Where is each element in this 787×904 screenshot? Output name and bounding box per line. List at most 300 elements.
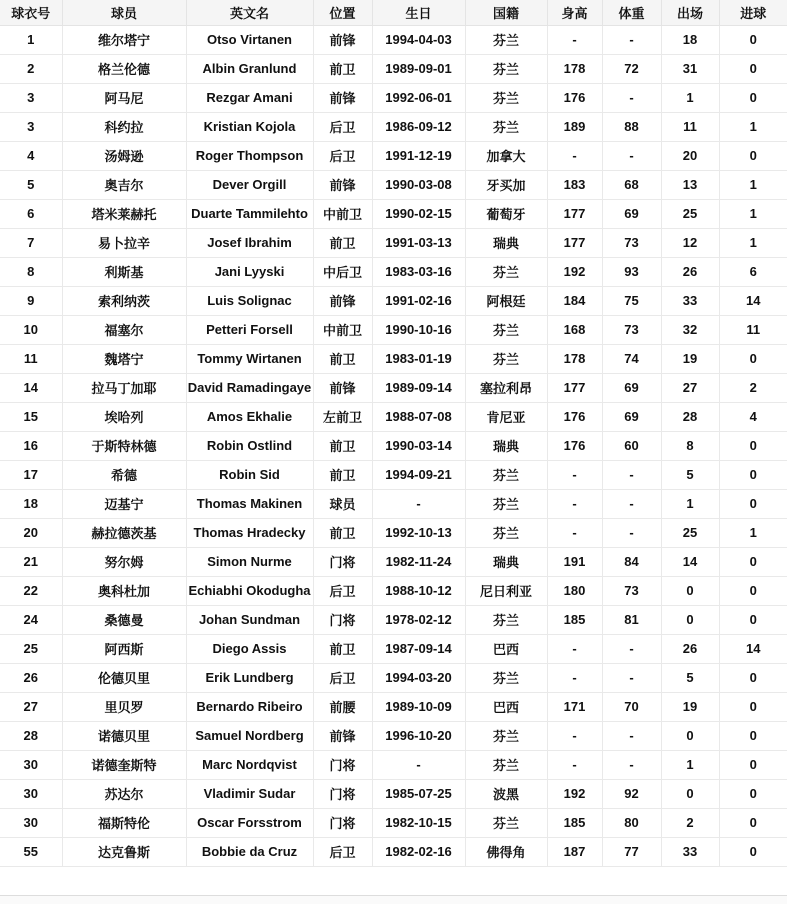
cell-player-name-en: Johan Sundman bbox=[186, 605, 313, 634]
cell-jersey-number: 20 bbox=[0, 518, 62, 547]
cell-nationality: 芬兰 bbox=[465, 25, 547, 54]
table-row bbox=[0, 750, 787, 779]
cell-position: 后卫 bbox=[313, 663, 372, 692]
cell-height: 168 bbox=[547, 315, 602, 344]
column-header-player-name-cn: 球员 bbox=[62, 0, 186, 25]
cell-player-name-cn: 诺德贝里 bbox=[62, 721, 186, 750]
cell-appearances: 33 bbox=[661, 837, 719, 866]
cell-nationality: 佛得角 bbox=[465, 837, 547, 866]
cell-weight: 73 bbox=[602, 228, 661, 257]
cell-nationality: 芬兰 bbox=[465, 315, 547, 344]
cell-birthday: 1989-09-01 bbox=[372, 54, 465, 83]
cell-goals: 0 bbox=[719, 54, 787, 83]
cell-birthday: 1983-03-16 bbox=[372, 257, 465, 286]
cell-height: 178 bbox=[547, 54, 602, 83]
cell-position: 门将 bbox=[313, 808, 372, 837]
table-row bbox=[0, 141, 787, 170]
cell-jersey-number: 6 bbox=[0, 199, 62, 228]
cell-player-name-cn: 阿西斯 bbox=[62, 634, 186, 663]
cell-weight: 92 bbox=[602, 779, 661, 808]
cell-height: 176 bbox=[547, 83, 602, 112]
column-header-height: 身高 bbox=[547, 0, 602, 25]
cell-birthday: 1990-02-15 bbox=[372, 199, 465, 228]
cell-jersey-number: 9 bbox=[0, 286, 62, 315]
cell-height: 176 bbox=[547, 402, 602, 431]
column-header-player-name-en: 英文名 bbox=[186, 0, 313, 25]
cell-goals: 0 bbox=[719, 83, 787, 112]
cell-player-name-cn: 塔米莱赫托 bbox=[62, 199, 186, 228]
cell-appearances: 31 bbox=[661, 54, 719, 83]
cell-appearances: 19 bbox=[661, 344, 719, 373]
cell-nationality: 牙买加 bbox=[465, 170, 547, 199]
cell-player-name-en: Erik Lundberg bbox=[186, 663, 313, 692]
cell-player-name-cn: 于斯特林德 bbox=[62, 431, 186, 460]
cell-player-name-en: Petteri Forsell bbox=[186, 315, 313, 344]
cell-weight: - bbox=[602, 25, 661, 54]
cell-player-name-en: Otso Virtanen bbox=[186, 25, 313, 54]
cell-jersey-number: 22 bbox=[0, 576, 62, 605]
cell-appearances: 26 bbox=[661, 257, 719, 286]
cell-goals: 0 bbox=[719, 25, 787, 54]
table-row bbox=[0, 315, 787, 344]
cell-birthday: 1991-02-16 bbox=[372, 286, 465, 315]
table-row bbox=[0, 547, 787, 576]
cell-appearances: 28 bbox=[661, 402, 719, 431]
cell-player-name-en: Josef Ibrahim bbox=[186, 228, 313, 257]
cell-birthday: 1986-09-12 bbox=[372, 112, 465, 141]
cell-height: - bbox=[547, 634, 602, 663]
cell-goals: 2 bbox=[719, 373, 787, 402]
bottom-strip bbox=[0, 896, 787, 904]
header-row bbox=[0, 0, 787, 25]
cell-jersey-number: 18 bbox=[0, 489, 62, 518]
cell-height: 177 bbox=[547, 199, 602, 228]
table-row bbox=[0, 199, 787, 228]
cell-goals: 0 bbox=[719, 605, 787, 634]
cell-weight: 74 bbox=[602, 344, 661, 373]
cell-appearances: 5 bbox=[661, 663, 719, 692]
cell-birthday: 1996-10-20 bbox=[372, 721, 465, 750]
cell-player-name-en: Jani Lyyski bbox=[186, 257, 313, 286]
cell-nationality: 芬兰 bbox=[465, 663, 547, 692]
cell-player-name-cn: 奥吉尔 bbox=[62, 170, 186, 199]
cell-goals: 6 bbox=[719, 257, 787, 286]
cell-birthday: 1983-01-19 bbox=[372, 344, 465, 373]
cell-player-name-en: Kristian Kojola bbox=[186, 112, 313, 141]
cell-player-name-cn: 伦德贝里 bbox=[62, 663, 186, 692]
cell-player-name-en: Tommy Wirtanen bbox=[186, 344, 313, 373]
table-row bbox=[0, 228, 787, 257]
cell-position: 前锋 bbox=[313, 25, 372, 54]
cell-birthday: 1992-06-01 bbox=[372, 83, 465, 112]
cell-height: 184 bbox=[547, 286, 602, 315]
cell-player-name-cn: 埃哈列 bbox=[62, 402, 186, 431]
cell-weight: - bbox=[602, 83, 661, 112]
cell-appearances: 26 bbox=[661, 634, 719, 663]
cell-position: 前卫 bbox=[313, 518, 372, 547]
cell-goals: 1 bbox=[719, 112, 787, 141]
table-row bbox=[0, 489, 787, 518]
cell-birthday: 1991-12-19 bbox=[372, 141, 465, 170]
cell-goals: 0 bbox=[719, 750, 787, 779]
table-row bbox=[0, 431, 787, 460]
cell-weight: - bbox=[602, 663, 661, 692]
cell-birthday: 1994-04-03 bbox=[372, 25, 465, 54]
column-header-position: 位置 bbox=[313, 0, 372, 25]
cell-jersey-number: 15 bbox=[0, 402, 62, 431]
cell-height: 183 bbox=[547, 170, 602, 199]
cell-jersey-number: 14 bbox=[0, 373, 62, 402]
cell-player-name-cn: 福塞尔 bbox=[62, 315, 186, 344]
cell-weight: 81 bbox=[602, 605, 661, 634]
cell-birthday: 1989-10-09 bbox=[372, 692, 465, 721]
cell-birthday: 1991-03-13 bbox=[372, 228, 465, 257]
cell-player-name-en: Thomas Hradecky bbox=[186, 518, 313, 547]
cell-player-name-cn: 科约拉 bbox=[62, 112, 186, 141]
cell-position: 后卫 bbox=[313, 112, 372, 141]
cell-player-name-cn: 赫拉德茨基 bbox=[62, 518, 186, 547]
cell-jersey-number: 30 bbox=[0, 779, 62, 808]
cell-position: 球员 bbox=[313, 489, 372, 518]
cell-player-name-cn: 奥科杜加 bbox=[62, 576, 186, 605]
cell-weight: 69 bbox=[602, 373, 661, 402]
cell-goals: 11 bbox=[719, 315, 787, 344]
cell-birthday: 1992-10-13 bbox=[372, 518, 465, 547]
cell-birthday: - bbox=[372, 489, 465, 518]
cell-appearances: 0 bbox=[661, 576, 719, 605]
cell-weight: 88 bbox=[602, 112, 661, 141]
cell-birthday: 1994-09-21 bbox=[372, 460, 465, 489]
cell-goals: 0 bbox=[719, 489, 787, 518]
cell-position: 中后卫 bbox=[313, 257, 372, 286]
cell-player-name-cn: 里贝罗 bbox=[62, 692, 186, 721]
cell-nationality: 瑞典 bbox=[465, 431, 547, 460]
cell-appearances: 0 bbox=[661, 721, 719, 750]
cell-position: 前卫 bbox=[313, 344, 372, 373]
cell-goals: 4 bbox=[719, 402, 787, 431]
cell-weight: 93 bbox=[602, 257, 661, 286]
cell-player-name-en: Bobbie da Cruz bbox=[186, 837, 313, 866]
cell-goals: 0 bbox=[719, 460, 787, 489]
cell-player-name-cn: 拉马丁加耶 bbox=[62, 373, 186, 402]
column-header-birthday: 生日 bbox=[372, 0, 465, 25]
cell-jersey-number: 3 bbox=[0, 112, 62, 141]
cell-player-name-cn: 诺德奎斯特 bbox=[62, 750, 186, 779]
cell-nationality: 芬兰 bbox=[465, 83, 547, 112]
cell-position: 前腰 bbox=[313, 692, 372, 721]
table-row bbox=[0, 692, 787, 721]
cell-goals: 14 bbox=[719, 286, 787, 315]
cell-weight: 69 bbox=[602, 402, 661, 431]
cell-goals: 0 bbox=[719, 779, 787, 808]
cell-birthday: 1985-07-25 bbox=[372, 779, 465, 808]
cell-weight: - bbox=[602, 460, 661, 489]
cell-player-name-en: Amos Ekhalie bbox=[186, 402, 313, 431]
cell-jersey-number: 30 bbox=[0, 750, 62, 779]
cell-goals: 0 bbox=[719, 663, 787, 692]
column-header-jersey-number: 球衣号 bbox=[0, 0, 62, 25]
table-body bbox=[0, 25, 787, 866]
cell-jersey-number: 24 bbox=[0, 605, 62, 634]
cell-goals: 0 bbox=[719, 576, 787, 605]
cell-height: - bbox=[547, 25, 602, 54]
cell-player-name-cn: 达克鲁斯 bbox=[62, 837, 186, 866]
cell-weight: 77 bbox=[602, 837, 661, 866]
cell-appearances: 18 bbox=[661, 25, 719, 54]
cell-nationality: 芬兰 bbox=[465, 344, 547, 373]
cell-goals: 0 bbox=[719, 141, 787, 170]
column-header-appearances: 出场 bbox=[661, 0, 719, 25]
cell-position: 前卫 bbox=[313, 228, 372, 257]
cell-appearances: 2 bbox=[661, 808, 719, 837]
cell-position: 前锋 bbox=[313, 373, 372, 402]
cell-jersey-number: 21 bbox=[0, 547, 62, 576]
cell-nationality: 瑞典 bbox=[465, 547, 547, 576]
table-row bbox=[0, 837, 787, 866]
cell-position: 中前卫 bbox=[313, 199, 372, 228]
cell-player-name-en: Robin Sid bbox=[186, 460, 313, 489]
cell-player-name-en: Thomas Makinen bbox=[186, 489, 313, 518]
cell-birthday: 1987-09-14 bbox=[372, 634, 465, 663]
cell-goals: 0 bbox=[719, 721, 787, 750]
cell-goals: 0 bbox=[719, 344, 787, 373]
column-header-nationality: 国籍 bbox=[465, 0, 547, 25]
cell-weight: - bbox=[602, 634, 661, 663]
cell-weight: - bbox=[602, 489, 661, 518]
cell-player-name-en: Duarte Tammilehto bbox=[186, 199, 313, 228]
cell-birthday: 1990-03-08 bbox=[372, 170, 465, 199]
cell-nationality: 芬兰 bbox=[465, 605, 547, 634]
cell-birthday: 1989-09-14 bbox=[372, 373, 465, 402]
cell-height: 187 bbox=[547, 837, 602, 866]
cell-height: 171 bbox=[547, 692, 602, 721]
cell-player-name-cn: 希德 bbox=[62, 460, 186, 489]
cell-position: 前卫 bbox=[313, 54, 372, 83]
cell-goals: 0 bbox=[719, 692, 787, 721]
cell-player-name-en: Marc Nordqvist bbox=[186, 750, 313, 779]
table-row bbox=[0, 721, 787, 750]
empty-footer-row bbox=[0, 866, 787, 895]
cell-player-name-cn: 桑德曼 bbox=[62, 605, 186, 634]
cell-appearances: 25 bbox=[661, 518, 719, 547]
cell-position: 左前卫 bbox=[313, 402, 372, 431]
cell-player-name-cn: 努尔姆 bbox=[62, 547, 186, 576]
cell-goals: 0 bbox=[719, 837, 787, 866]
cell-nationality: 芬兰 bbox=[465, 54, 547, 83]
cell-appearances: 5 bbox=[661, 460, 719, 489]
cell-nationality: 芬兰 bbox=[465, 518, 547, 547]
cell-player-name-cn: 福斯特伦 bbox=[62, 808, 186, 837]
table-row bbox=[0, 25, 787, 54]
cell-player-name-en: Roger Thompson bbox=[186, 141, 313, 170]
cell-position: 前锋 bbox=[313, 83, 372, 112]
cell-jersey-number: 5 bbox=[0, 170, 62, 199]
cell-height: 192 bbox=[547, 779, 602, 808]
cell-player-name-en: Albin Granlund bbox=[186, 54, 313, 83]
cell-goals: 0 bbox=[719, 808, 787, 837]
cell-player-name-cn: 索利纳茨 bbox=[62, 286, 186, 315]
cell-appearances: 33 bbox=[661, 286, 719, 315]
table-row bbox=[0, 518, 787, 547]
table-row bbox=[0, 344, 787, 373]
cell-birthday: 1990-03-14 bbox=[372, 431, 465, 460]
cell-player-name-en: Bernardo Ribeiro bbox=[186, 692, 313, 721]
cell-jersey-number: 26 bbox=[0, 663, 62, 692]
cell-appearances: 13 bbox=[661, 170, 719, 199]
table-row bbox=[0, 373, 787, 402]
empty-footer-cell bbox=[0, 866, 787, 895]
table-row bbox=[0, 54, 787, 83]
cell-height: - bbox=[547, 518, 602, 547]
cell-nationality: 塞拉利昂 bbox=[465, 373, 547, 402]
table-row bbox=[0, 808, 787, 837]
cell-appearances: 32 bbox=[661, 315, 719, 344]
cell-player-name-en: David Ramadingaye bbox=[186, 373, 313, 402]
cell-appearances: 25 bbox=[661, 199, 719, 228]
cell-jersey-number: 28 bbox=[0, 721, 62, 750]
cell-player-name-cn: 易卜拉辛 bbox=[62, 228, 186, 257]
cell-player-name-en: Echiabhi Okodugha bbox=[186, 576, 313, 605]
cell-birthday: 1994-03-20 bbox=[372, 663, 465, 692]
cell-goals: 1 bbox=[719, 228, 787, 257]
cell-player-name-en: Oscar Forsstrom bbox=[186, 808, 313, 837]
cell-weight: - bbox=[602, 518, 661, 547]
cell-height: 189 bbox=[547, 112, 602, 141]
cell-weight: 73 bbox=[602, 315, 661, 344]
cell-height: 185 bbox=[547, 605, 602, 634]
cell-height: 192 bbox=[547, 257, 602, 286]
cell-appearances: 11 bbox=[661, 112, 719, 141]
cell-player-name-en: Dever Orgill bbox=[186, 170, 313, 199]
cell-jersey-number: 17 bbox=[0, 460, 62, 489]
cell-height: - bbox=[547, 750, 602, 779]
cell-height: - bbox=[547, 721, 602, 750]
cell-appearances: 1 bbox=[661, 750, 719, 779]
cell-appearances: 19 bbox=[661, 692, 719, 721]
cell-weight: - bbox=[602, 721, 661, 750]
cell-position: 中前卫 bbox=[313, 315, 372, 344]
cell-nationality: 巴西 bbox=[465, 692, 547, 721]
cell-weight: 80 bbox=[602, 808, 661, 837]
cell-weight: 84 bbox=[602, 547, 661, 576]
column-header-weight: 体重 bbox=[602, 0, 661, 25]
cell-height: - bbox=[547, 663, 602, 692]
cell-appearances: 1 bbox=[661, 83, 719, 112]
cell-jersey-number: 2 bbox=[0, 54, 62, 83]
cell-player-name-en: Vladimir Sudar bbox=[186, 779, 313, 808]
cell-weight: 75 bbox=[602, 286, 661, 315]
cell-nationality: 芬兰 bbox=[465, 808, 547, 837]
cell-nationality: 芬兰 bbox=[465, 112, 547, 141]
cell-jersey-number: 1 bbox=[0, 25, 62, 54]
cell-nationality: 加拿大 bbox=[465, 141, 547, 170]
cell-nationality: 芬兰 bbox=[465, 721, 547, 750]
cell-weight: 68 bbox=[602, 170, 661, 199]
cell-jersey-number: 16 bbox=[0, 431, 62, 460]
cell-height: 177 bbox=[547, 228, 602, 257]
cell-weight: 69 bbox=[602, 199, 661, 228]
cell-player-name-cn: 迈基宁 bbox=[62, 489, 186, 518]
cell-height: - bbox=[547, 141, 602, 170]
cell-jersey-number: 4 bbox=[0, 141, 62, 170]
cell-nationality: 阿根廷 bbox=[465, 286, 547, 315]
cell-nationality: 葡萄牙 bbox=[465, 199, 547, 228]
cell-appearances: 1 bbox=[661, 489, 719, 518]
cell-birthday: - bbox=[372, 750, 465, 779]
cell-position: 前锋 bbox=[313, 721, 372, 750]
cell-weight: 72 bbox=[602, 54, 661, 83]
cell-player-name-cn: 维尔塔宁 bbox=[62, 25, 186, 54]
cell-birthday: 1978-02-12 bbox=[372, 605, 465, 634]
cell-position: 后卫 bbox=[313, 837, 372, 866]
cell-position: 前锋 bbox=[313, 286, 372, 315]
cell-position: 前锋 bbox=[313, 170, 372, 199]
table-row bbox=[0, 634, 787, 663]
cell-weight: 60 bbox=[602, 431, 661, 460]
cell-position: 门将 bbox=[313, 605, 372, 634]
cell-player-name-en: Samuel Nordberg bbox=[186, 721, 313, 750]
cell-height: 176 bbox=[547, 431, 602, 460]
cell-height: - bbox=[547, 489, 602, 518]
cell-nationality: 瑞典 bbox=[465, 228, 547, 257]
cell-nationality: 巴西 bbox=[465, 634, 547, 663]
cell-jersey-number: 25 bbox=[0, 634, 62, 663]
cell-height: - bbox=[547, 460, 602, 489]
cell-goals: 14 bbox=[719, 634, 787, 663]
cell-appearances: 14 bbox=[661, 547, 719, 576]
cell-position: 前卫 bbox=[313, 634, 372, 663]
cell-birthday: 1982-11-24 bbox=[372, 547, 465, 576]
cell-height: 177 bbox=[547, 373, 602, 402]
cell-player-name-cn: 苏达尔 bbox=[62, 779, 186, 808]
cell-player-name-en: Luis Solignac bbox=[186, 286, 313, 315]
cell-goals: 1 bbox=[719, 170, 787, 199]
cell-birthday: 1982-10-15 bbox=[372, 808, 465, 837]
cell-player-name-cn: 格兰伦德 bbox=[62, 54, 186, 83]
cell-player-name-en: Simon Nurme bbox=[186, 547, 313, 576]
column-header-goals: 进球 bbox=[719, 0, 787, 25]
cell-nationality: 芬兰 bbox=[465, 489, 547, 518]
cell-height: 178 bbox=[547, 344, 602, 373]
cell-birthday: 1990-10-16 bbox=[372, 315, 465, 344]
cell-height: 191 bbox=[547, 547, 602, 576]
cell-appearances: 27 bbox=[661, 373, 719, 402]
cell-player-name-cn: 阿马尼 bbox=[62, 83, 186, 112]
cell-appearances: 0 bbox=[661, 605, 719, 634]
cell-weight: 70 bbox=[602, 692, 661, 721]
cell-birthday: 1988-10-12 bbox=[372, 576, 465, 605]
cell-player-name-cn: 汤姆逊 bbox=[62, 141, 186, 170]
cell-appearances: 20 bbox=[661, 141, 719, 170]
cell-height: 185 bbox=[547, 808, 602, 837]
cell-position: 前卫 bbox=[313, 460, 372, 489]
cell-jersey-number: 7 bbox=[0, 228, 62, 257]
table-row bbox=[0, 170, 787, 199]
cell-nationality: 芬兰 bbox=[465, 257, 547, 286]
cell-position: 门将 bbox=[313, 547, 372, 576]
cell-position: 前卫 bbox=[313, 431, 372, 460]
cell-goals: 1 bbox=[719, 518, 787, 547]
cell-weight: - bbox=[602, 750, 661, 779]
table-row bbox=[0, 83, 787, 112]
cell-height: 180 bbox=[547, 576, 602, 605]
cell-appearances: 12 bbox=[661, 228, 719, 257]
cell-nationality: 尼日利亚 bbox=[465, 576, 547, 605]
cell-position: 门将 bbox=[313, 750, 372, 779]
cell-weight: - bbox=[602, 141, 661, 170]
cell-nationality: 波黑 bbox=[465, 779, 547, 808]
cell-appearances: 8 bbox=[661, 431, 719, 460]
